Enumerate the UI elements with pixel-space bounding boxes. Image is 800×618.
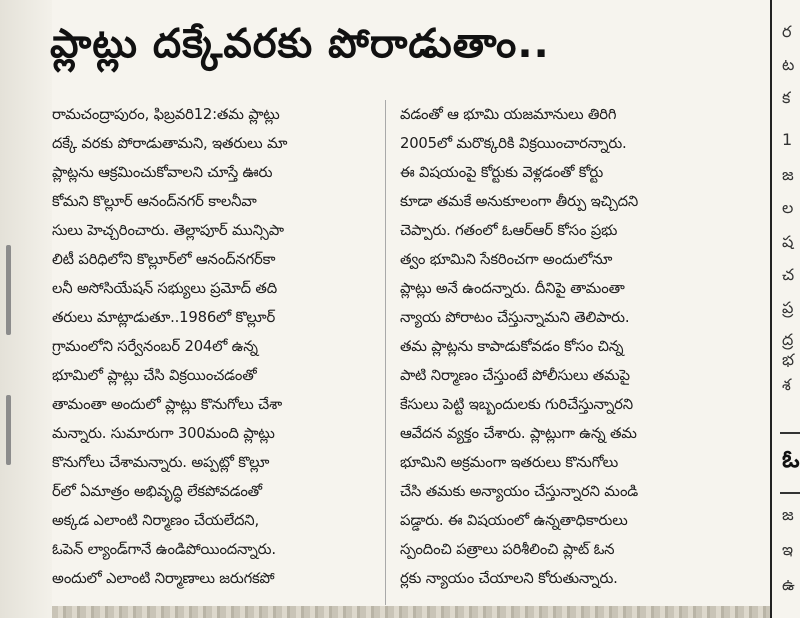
adjacent-text-fragment: ర: [782, 22, 792, 41]
article-line: ర్లకు న్యాయం చేయాలని కోరుతున్నారు.: [400, 570, 618, 587]
adjacent-text-fragment: ప్ర: [782, 298, 794, 317]
page-gutter: [0, 0, 52, 618]
article-line: కోమని కొల్లూర్ ఆనంద్‌నగర్ కాలనీవా: [52, 193, 257, 210]
article-line: ఆవేదన వ్యక్తం చేశారు. ప్లాట్లుగా ఉన్న తమ: [400, 425, 637, 442]
article-line: న్యాయ పోరాటం చేస్తున్నామని తెలిపారు.: [400, 309, 630, 326]
article-line: మన్నారు. సుమారుగా 300మంది ప్లాట్లు: [52, 425, 275, 442]
adjacent-text-fragment: ఉ: [782, 575, 795, 594]
article-line: కూడా తమకే అనుకూలంగా తీర్పు ఇచ్చిదని: [400, 193, 639, 210]
article-line: స్పందించి పత్రాలు పరిశీలించి ప్లాట్ ఓన: [400, 541, 615, 558]
adjacent-article-fragment: [780, 0, 800, 618]
article-line: త్వం భూమిని సేకరించగా అందులోనూ: [400, 251, 613, 268]
article-column-left: [52, 100, 372, 605]
adjacent-article-divider: [770, 0, 772, 618]
headline: ప్లాట్లు దక్కేవరకు పోరాడుతాం..: [50, 21, 550, 67]
article-line: చెప్పారు. గతంలో ఓఆర్‌ఆర్ కోసం ప్రభు: [400, 222, 618, 239]
article-line: కొనుగోలు చేశామన్నారు. అప్పట్లో కొల్లూ: [52, 454, 270, 471]
adjacent-text-fragment: ద్ర: [782, 330, 794, 349]
page-bottom-edge: [52, 606, 770, 618]
article-line: పాటి నిర్మాణం చేస్తుంటే పోలీసులు తమపై: [400, 367, 630, 384]
article-line: ప్లాట్లు అనే ఉందన్నారు. దీనిపై తామంతా: [400, 280, 625, 297]
article-line: లిటీ పరిధిలోని కొల్లూర్‌లో ఆనంద్‌నగర్‌కా: [52, 251, 276, 268]
article-line: తామంతా అందులో ప్లాట్లు కొనుగోలు చేశా: [52, 396, 282, 413]
adjacent-article-rule: [780, 492, 800, 494]
article-line: తమ ప్లాట్లను కాపాడుకోవడం కోసం చిన్న: [400, 338, 624, 355]
adjacent-text-fragment: ష: [782, 232, 794, 251]
article-line: భూమిలో ప్లాట్లు చేసి విక్రయించడంతో: [52, 367, 257, 384]
adjacent-text-fragment: 1: [782, 130, 793, 149]
article-line: గ్రామంలోని సర్వేనంబర్ 204లో ఉన్న: [52, 338, 258, 355]
article-line: తరులు మాట్లాడుతూ..1986లో కొల్లూర్: [52, 309, 276, 326]
article-line: ప్లాట్లను ఆక్రమించుకోవాలని చూస్తే ఊరు: [52, 164, 273, 181]
adjacent-article-rule: [780, 432, 800, 434]
article-line: దక్కే వరకు పోరాడుతామని, ఇతరులు మా: [52, 135, 288, 152]
gutter-mark: [6, 395, 11, 465]
adjacent-text-fragment: ట: [782, 55, 795, 74]
adjacent-text-fragment: జ: [782, 165, 794, 184]
adjacent-text-fragment: క: [782, 88, 791, 107]
adjacent-text-fragment: ఇ: [782, 540, 794, 559]
adjacent-text-fragment: ఓ: [782, 445, 800, 473]
article-line: 2005లో మరొక్కరికి విక్రయించారన్నారు.: [400, 135, 627, 152]
article-line: అందులో ఎలాంటి నిర్మాణాలు జరుగకపో: [52, 570, 275, 587]
article-line: లనీ అసోసియేషన్ సభ్యులు ప్రమోద్ తది: [52, 280, 277, 297]
article-line: చేసి తమకు అన్యాయం చేస్తున్నారని మండి: [400, 483, 638, 500]
article-line: కేసులు పెట్టి ఇబ్బందులకు గురిచేస్తున్నారని: [400, 396, 633, 413]
article-line: అక్కడ ఎలాంటి నిర్మాణం చేయలేదని,: [52, 512, 259, 529]
adjacent-text-fragment: ల: [782, 198, 794, 217]
gutter-mark: [6, 245, 11, 335]
adjacent-text-fragment: చ: [782, 265, 795, 284]
article-line: సులు హెచ్చరించారు. తెల్లాపూర్ మున్సిపా: [52, 222, 284, 239]
adjacent-text-fragment: జ: [782, 505, 794, 524]
adjacent-text-fragment: భ: [782, 350, 795, 369]
article-line: వడంతో ఆ భూమి యజమానులు తిరిగి: [400, 106, 617, 123]
article-line: ర్‌లో ఏమాత్రం అభివృద్ధి లేకపోవడంతో: [52, 483, 262, 500]
article-line: భూమిని అక్రమంగా ఇతరులు కొనుగోలు: [400, 454, 619, 471]
column-divider: [385, 100, 386, 605]
article-column-right: [400, 100, 720, 605]
article-line: ఈ విషయంపై కోర్టుకు వెళ్లడంతో కోర్టు: [400, 164, 604, 181]
article-line: రామచంద్రాపురం, ఫిబ్రవరి12:తమ ప్లాట్లు: [52, 106, 280, 123]
article-line: ఓపెన్ ల్యాండ్‌గానే ఉండిపోయిందన్నారు.: [52, 541, 276, 558]
article-line: పడ్డారు. ఈ విషయంలో ఉన్నతాధికారులు: [400, 512, 628, 529]
adjacent-text-fragment: శ: [782, 375, 791, 394]
